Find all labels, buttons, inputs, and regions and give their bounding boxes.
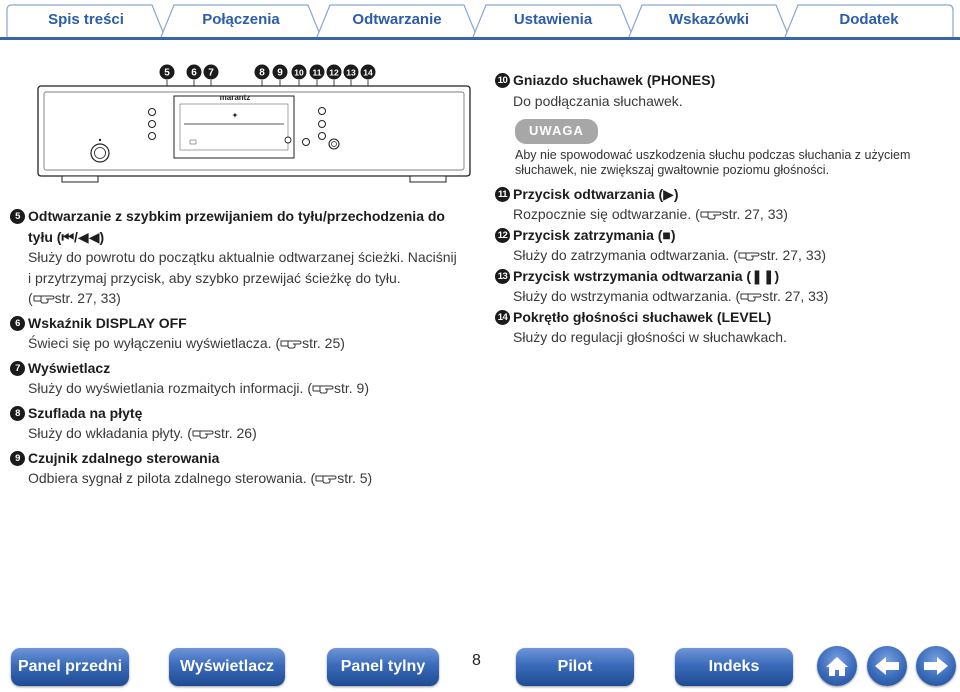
panel-przedni-button[interactable]: Panel przedni: [11, 648, 129, 686]
pointing-hand-icon: [700, 208, 722, 220]
item-12-title: [495, 225, 935, 246]
caution-text: Aby nie spowodować uszkodzenia słuchu podczas słuchania z użyciem słuchawek, nie zwiększaj gwałtownie poziomu głośności.: [515, 147, 911, 177]
page-link[interactable]: 33: [100, 290, 117, 306]
tab-odtwarzanie[interactable]: [316, 4, 478, 37]
item-description-text: Świeci się po wyłączeniu wyświetlacza.: [28, 335, 272, 351]
wyswietlacz-button[interactable]: Wyświetlacz: [169, 648, 285, 686]
item-8-title: [10, 403, 460, 424]
item-number-badge: 8: [10, 406, 25, 421]
item-number-badge: 5: [10, 209, 25, 224]
item-12-description: [495, 245, 935, 266]
item-6-title: [10, 313, 460, 334]
callout-label: 8: [259, 67, 265, 79]
tab-polaczenia[interactable]: [160, 4, 322, 37]
tab-wskazowki[interactable]: [628, 4, 790, 37]
item-title-text: Odtwarzanie z szybkim przewijaniem do tyłu/przechodzenia do tyłu (⏮/◀◀): [28, 208, 445, 245]
callout-label: 6: [191, 67, 197, 79]
page-link[interactable]: 33: [767, 206, 784, 222]
item-title-text: Pokrętło głośności słuchawek (LEVEL): [513, 308, 772, 325]
reference-open-paren: (: [187, 425, 192, 441]
caution-note: [495, 119, 935, 179]
page-link[interactable]: str. 27: [759, 247, 799, 263]
reference-close-paren: ): [364, 380, 370, 396]
callout-label: 13: [346, 67, 356, 78]
item-description-text: Służy do powrotu do początku aktualnie odtwarzanej ścieżki. Naciśnij i przytrzymaj przycisk, aby szybko przewijać ścieżkę do tyłu.: [28, 249, 457, 286]
item-number-badge: 9: [10, 451, 25, 466]
reference-close-paren: ): [367, 470, 373, 486]
item-10-title: [495, 70, 935, 91]
item-description-text: Odbiera sygnał z pilota zdalnego sterowania.: [28, 470, 307, 486]
tab-label: Odtwarzanie: [352, 11, 442, 28]
home-icon: [817, 646, 857, 686]
page-link[interactable]: str. 5: [337, 470, 368, 486]
item-7-title: [10, 358, 460, 379]
item-14-description: [495, 327, 935, 348]
item-10-description: [495, 91, 935, 112]
reference-separator: ,: [800, 288, 809, 304]
item-11-title: [495, 184, 935, 205]
reference-open-paren: (: [733, 247, 738, 263]
item-13-title: [495, 266, 935, 287]
reference-close-paren: ): [823, 288, 829, 304]
page-link[interactable]: str. 27: [762, 288, 801, 304]
front-panel-illustration: [34, 56, 474, 186]
item-11-description: [495, 204, 935, 225]
tab-label: Dodatek: [839, 11, 899, 28]
pointing-hand-icon: [315, 472, 337, 484]
page-link[interactable]: str. 25: [302, 335, 341, 351]
callout-label: 7: [208, 67, 214, 79]
tab-label: Wskazówki: [668, 11, 750, 28]
page-link[interactable]: str. 27: [54, 290, 93, 306]
tab-ustawienia[interactable]: [472, 4, 634, 37]
item-6-description: [10, 333, 460, 354]
reference-open-paren: (: [275, 335, 281, 351]
pointing-hand-icon: [740, 290, 762, 302]
item-5-page-reference: [10, 288, 460, 309]
item-description-text: Służy do regulacji głośności w słuchawkach.: [513, 329, 787, 345]
page-link[interactable]: str. 9: [334, 380, 365, 396]
pointing-hand-icon: [33, 292, 55, 304]
tab-dodatek[interactable]: [784, 4, 954, 37]
pointing-hand-icon: [280, 337, 302, 349]
reference-close-paren: ): [252, 425, 257, 441]
callout-label: 12: [329, 67, 339, 78]
page-link[interactable]: str. 26: [213, 425, 253, 441]
item-number-badge: 11: [495, 187, 510, 202]
reference-open-paren: (: [307, 380, 312, 396]
item-5-description: [10, 247, 460, 288]
brand-logo: marantz: [219, 93, 251, 102]
item-7-description: [10, 378, 460, 399]
item-8-description: [10, 423, 460, 444]
svg-text:✦: ✦: [231, 111, 239, 120]
back-arrow-icon: [867, 646, 907, 686]
indeks-button[interactable]: Indeks: [675, 648, 793, 686]
item-title-text: Czujnik zdalnego sterowania: [28, 449, 220, 466]
reference-separator: ,: [92, 290, 101, 306]
item-number-badge: 14: [495, 310, 510, 325]
pointing-hand-icon: [312, 382, 334, 394]
reference-separator: ,: [759, 206, 768, 222]
item-description-text: Rozpocznie się odtwarzanie.: [513, 206, 692, 222]
page-link[interactable]: str. 27: [721, 206, 760, 222]
page-link[interactable]: 33: [805, 247, 822, 263]
item-9-description: [10, 468, 460, 489]
item-number-badge: 7: [10, 361, 25, 376]
item-number-badge: 13: [495, 269, 510, 284]
item-number-badge: 6: [10, 316, 25, 331]
pilot-button[interactable]: Pilot: [516, 648, 634, 686]
item-title-text: Szuflada na płytę: [28, 404, 143, 421]
item-number-badge: 10: [495, 73, 510, 88]
tab-label: Ustawienia: [513, 11, 593, 28]
right-description-column: [495, 70, 935, 348]
reference-close-paren: ): [821, 247, 827, 263]
tab-label: Połączenia: [202, 11, 280, 28]
reference-open-paren: (: [28, 290, 33, 306]
callout-label: 10: [294, 67, 304, 78]
tab-label: Spis treści: [48, 11, 124, 28]
page-link[interactable]: 33: [808, 288, 824, 304]
panel-tylny-button[interactable]: Panel tylny: [327, 648, 439, 686]
callout-label: 11: [312, 67, 322, 78]
tab-spis-tresci[interactable]: [6, 4, 166, 37]
pointing-hand-icon: [738, 249, 760, 261]
item-title-text: Przycisk zatrzymania (■): [513, 226, 676, 243]
item-description-text: Służy do wkładania płyty.: [28, 425, 184, 441]
pointing-hand-icon: [192, 427, 214, 439]
item-description-text: Do podłączania słuchawek.: [513, 92, 683, 109]
page-number: 8: [472, 652, 481, 669]
caution-badge: UWAGA: [515, 119, 598, 144]
item-number-badge: 12: [495, 228, 510, 243]
reference-close-paren: ): [340, 335, 345, 351]
item-9-title: [10, 448, 460, 469]
item-14-title: [495, 307, 935, 328]
back-button[interactable]: [867, 646, 907, 686]
item-title-text: Wskaźnik DISPLAY OFF: [28, 314, 187, 331]
item-13-description: [495, 286, 935, 307]
home-button[interactable]: [817, 646, 857, 686]
reference-open-paren: (: [310, 470, 316, 486]
item-description-text: Służy do zatrzymania odtwarzania.: [513, 247, 730, 263]
item-description-text: Służy do wyświetlania rozmaitych informacji.: [28, 380, 304, 396]
callout-label: 9: [277, 67, 283, 79]
top-navigation-tabs: [0, 0, 960, 40]
forward-arrow-icon: [916, 646, 956, 686]
left-description-column: [10, 206, 460, 489]
reference-open-paren: (: [735, 288, 741, 304]
item-description-text: Służy do wstrzymania odtwarzania.: [513, 288, 732, 304]
item-title-text: Wyświetlacz: [28, 359, 111, 376]
callout-label: 5: [164, 67, 170, 79]
item-title-text: Gniazdo słuchawek (PHONES): [513, 72, 716, 88]
reference-close-paren: ): [783, 206, 788, 222]
item-title-text: Przycisk wstrzymania odtwarzania (❚❚): [513, 267, 780, 284]
reference-close-paren: ): [116, 290, 121, 306]
callout-label: 14: [363, 67, 373, 78]
reference-open-paren: (: [695, 206, 700, 222]
item-title-text: Przycisk odtwarzania (▶): [513, 185, 679, 202]
forward-button[interactable]: [916, 646, 956, 686]
item-5-title: [10, 206, 460, 247]
reference-separator: ,: [798, 247, 806, 263]
